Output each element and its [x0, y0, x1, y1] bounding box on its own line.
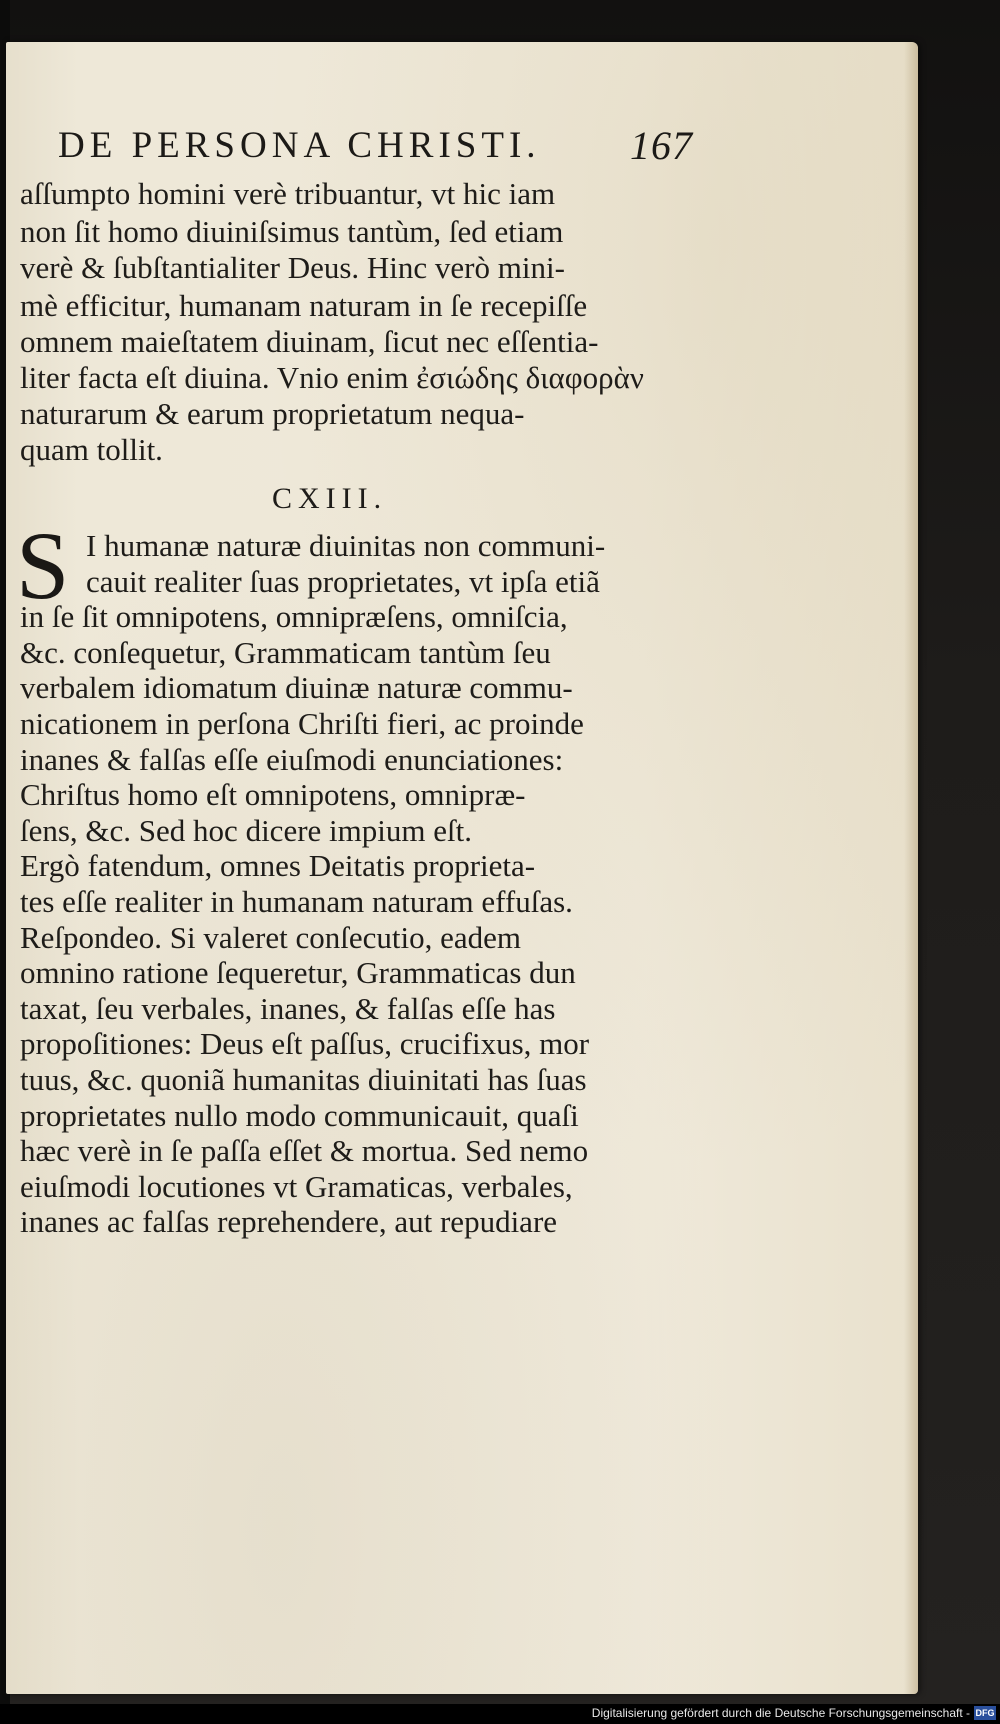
text-line: inanes ac falſas reprehendere, aut repudiare: [20, 1204, 558, 1239]
drop-cap-initial: S: [16, 512, 70, 619]
text-line: tes eſſe realiter in humanam naturam effuſas.: [20, 884, 573, 919]
page-edge: [904, 42, 918, 1694]
running-head-title: DE PERSONA CHRISTI.: [58, 125, 541, 166]
text-line: aſſumpto homini verè tribuantur, vt hic iam: [20, 176, 556, 211]
text-line: non ſit homo diuiniſsimus tantùm, ſed etiam: [20, 214, 564, 249]
text-line: liter facta eſt diuina. Vnio enim ἐσιώδης διαφορὰν: [20, 360, 644, 395]
text-line: &c. conſequetur, Grammaticam tantùm ſeu: [20, 635, 551, 670]
text-line: ſens, &c. Sed hoc dicere impium eſt.: [20, 813, 472, 848]
text-line: Ergò fatendum, omnes Deitatis proprieta-: [20, 848, 536, 883]
text-line: cauit realiter ſuas proprietates, vt ipſa etiã: [86, 564, 600, 599]
text-line: inanes & falſas eſſe eiuſmodi enunciationes:: [20, 742, 564, 777]
text-line: mè efficitur, humanam naturam in ſe recepiſſe: [20, 288, 588, 323]
text-line: in ſe ſit omnipotens, omnipræſens, omniſcia,: [20, 599, 568, 634]
text-line: omnino ratione ſequeretur, Grammaticas dun: [20, 955, 576, 990]
text-line: hæc verè in ſe paſſa eſſet & mortua. Sed nemo: [20, 1133, 589, 1168]
text-line: Chriſtus homo eſt omnipotens, omnipræ-: [20, 777, 526, 812]
text-line: Reſpondeo. Si valeret conſecutio, eadem: [20, 920, 521, 955]
text-line: verè & ſubſtantialiter Deus. Hinc verò mini-: [20, 250, 565, 285]
section-number: CXIII.: [272, 482, 388, 515]
text-line: verbalem idiomatum diuinæ naturæ commu-: [20, 670, 573, 705]
text-line: eiuſmodi locutiones vt Gramaticas, verbales,: [20, 1169, 573, 1204]
text-line: I humanæ naturæ diuinitas non communi-: [86, 528, 606, 563]
text-line: tuus, &c. quoniã humanitas diuinitati has ſuas: [20, 1062, 587, 1097]
text-line: taxat, ſeu verbales, inanes, & falſas eſſe has: [20, 991, 556, 1026]
text-line: propoſitiones: Deus eſt paſſus, crucifixus, mor: [20, 1026, 590, 1061]
text-line: proprietates nullo modo communicauit, quaſi: [20, 1098, 579, 1133]
text-line: naturarum & earum proprietatum nequa-: [20, 396, 525, 431]
running-head: [58, 124, 698, 167]
text-line: quam tollit.: [20, 432, 163, 467]
folio-number: 167: [630, 123, 693, 168]
text-line: nicationem in perſona Chriſti fieri, ac proinde: [20, 706, 584, 741]
text-line: omnem maieſtatem diuinam, ſicut nec eſſentia-: [20, 324, 599, 359]
funding-credit: Digitalisierung gefördert durch die Deutsche Forschungsgemeinschaft -: [591, 1706, 970, 1720]
dfg-logo: DFG: [975, 1708, 995, 1718]
